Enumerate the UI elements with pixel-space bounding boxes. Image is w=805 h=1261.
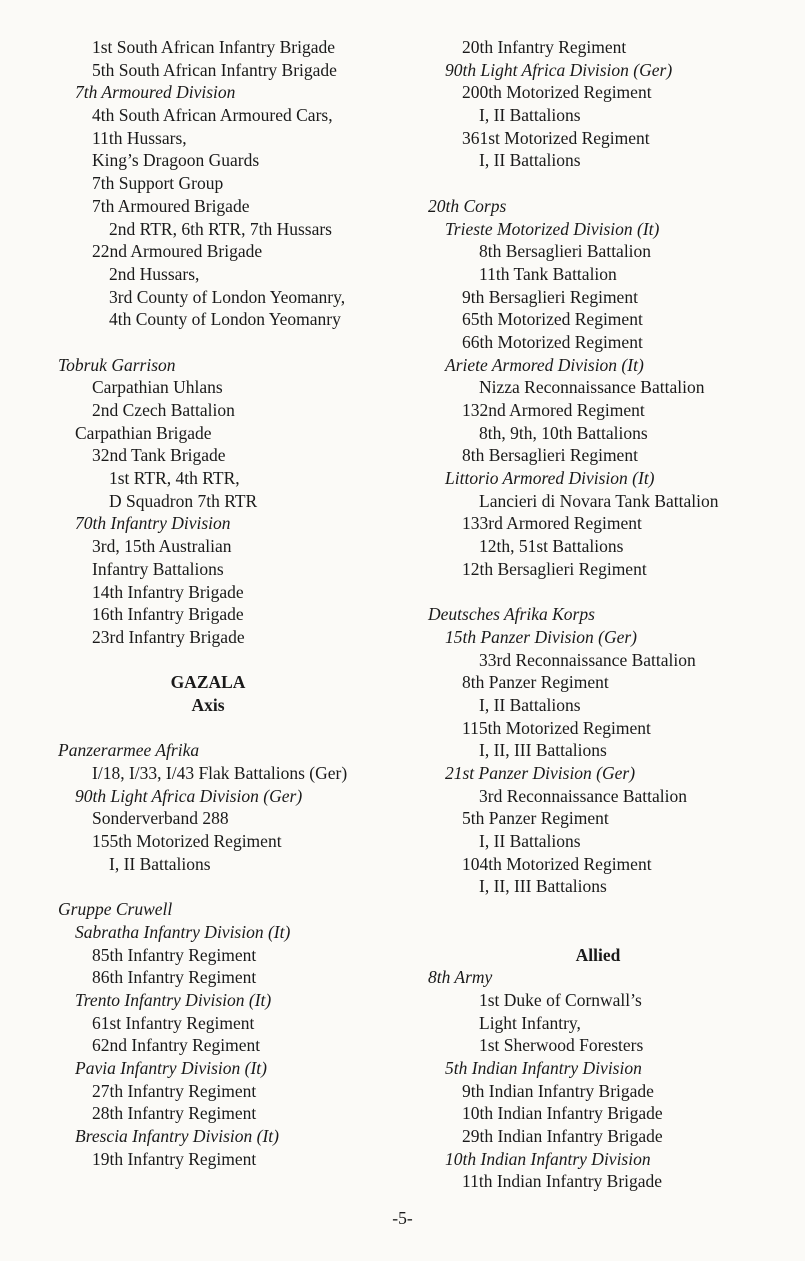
unit-line-sonderverband-288: Sonderverband 288 <box>92 808 229 829</box>
unit-line-104th-motorized-regiment: 104th Motorized Regiment <box>462 853 652 874</box>
unit-line-1st-sherwood-foresters: 1st Sherwood Foresters <box>479 1035 644 1056</box>
blank-line <box>58 331 418 354</box>
unit-line-7th-armoured-division: 7th Armoured Division <box>75 82 236 103</box>
unit-line-king-s-dragoon-guards: King’s Dragoon Guards <box>92 150 260 171</box>
section-heading-gazala: GAZALA <box>170 672 246 693</box>
unit-line-trento-infantry-division-it: Trento Infantry Division (It) <box>75 989 272 1010</box>
unit-line-4th-south-african-armoured-cars: 4th South African Armoured Cars, <box>92 105 333 126</box>
unit-line-65th-motorized-regiment: 65th Motorized Regiment <box>462 309 643 330</box>
unit-line-7th-support-group: 7th Support Group <box>92 173 224 194</box>
unit-line-1st-duke-of-cornwall-s: 1st Duke of Cornwall’s <box>479 989 642 1010</box>
unit-line-7th-armoured-brigade: 7th Armoured Brigade <box>92 195 250 216</box>
unit-line-361st-motorized-regiment: 361st Motorized Regiment <box>462 127 650 148</box>
unit-line-133rd-armored-regiment: 133rd Armored Regiment <box>462 513 642 534</box>
unit-line-10th-indian-infantry-division: 10th Indian Infantry Division <box>445 1148 651 1169</box>
unit-line-8th-panzer-regiment: 8th Panzer Regiment <box>462 672 609 693</box>
blank-line <box>428 581 798 604</box>
unit-line-i-18-i-33-i-43-flak-battalions-ger: I/18, I/33, I/43 Flak Battalions (Ger) <box>92 763 348 783</box>
unit-line-28th-infantry-regiment: 28th Infantry Regiment <box>92 1103 257 1124</box>
unit-line-3rd-reconnaissance-battalion: 3rd Reconnaissance Battalion <box>479 785 687 806</box>
unit-line-2nd-rtr-6th-rtr-7th-hussars: 2nd RTR, 6th RTR, 7th Hussars <box>109 218 332 239</box>
unit-line-lancieri-di-novara-tank-battalion: Lancieri di Novara Tank Battalion <box>479 490 719 511</box>
unit-line-20th-infantry-regiment: 20th Infantry Regiment <box>462 37 627 57</box>
unit-line-nizza-reconnaissance-battalion: Nizza Reconnaissance Battalion <box>479 377 705 398</box>
unit-line-1st-south-african-infantry-brigade: 1st South African Infantry Brigade <box>92 37 336 57</box>
unit-line-22nd-armoured-brigade: 22nd Armoured Brigade <box>92 241 263 262</box>
unit-line-61st-infantry-regiment: 61st Infantry Regiment <box>92 1012 255 1033</box>
unit-line-i-ii-battalions: I, II Battalions <box>109 853 211 874</box>
unit-line-sabratha-infantry-division-it: Sabratha Infantry Division (It) <box>75 921 291 942</box>
unit-line-carpathian-uhlans: Carpathian Uhlans <box>92 377 223 398</box>
unit-line-11th-hussars: 11th Hussars, <box>92 127 187 148</box>
unit-line-1st-rtr-4th-rtr: 1st RTR, 4th RTR, <box>109 468 240 489</box>
section-heading-allied: Allied <box>575 944 621 965</box>
unit-line-115th-motorized-regiment: 115th Motorized Regiment <box>462 717 651 738</box>
unit-line-i-ii-battalions: I, II Battalions <box>479 105 581 126</box>
unit-line-27th-infantry-regiment: 27th Infantry Regiment <box>92 1080 257 1101</box>
unit-line-21st-panzer-division-ger: 21st Panzer Division (Ger) <box>445 763 636 783</box>
unit-line-5th-south-african-infantry-brigade: 5th South African Infantry Brigade <box>92 59 337 80</box>
blank-line <box>58 717 418 740</box>
unit-line-32nd-tank-brigade: 32nd Tank Brigade <box>92 445 226 466</box>
unit-line-8th-bersaglieri-regiment: 8th Bersaglieri Regiment <box>462 445 638 466</box>
unit-line-3rd-15th-australian: 3rd, 15th Australian <box>92 536 232 557</box>
unit-line-11th-tank-battalion: 11th Tank Battalion <box>479 263 617 284</box>
unit-line-i-ii-battalions: I, II Battalions <box>479 831 581 852</box>
unit-line-light-infantry: Light Infantry, <box>479 1012 581 1033</box>
unit-line-20th-corps: 20th Corps <box>428 195 507 216</box>
blank-line <box>428 898 798 921</box>
unit-line-33rd-reconnaissance-battalion: 33rd Reconnaissance Battalion <box>479 649 696 670</box>
unit-line-i-ii-iii-battalions: I, II, III Battalions <box>479 876 607 897</box>
unit-line-ariete-armored-division-it: Ariete Armored Division (It) <box>445 354 644 375</box>
unit-line-12th-bersaglieri-regiment: 12th Bersaglieri Regiment <box>462 558 647 579</box>
unit-line-4th-county-of-london-yeomanry: 4th County of London Yeomanry <box>109 309 341 330</box>
unit-line-pavia-infantry-division-it: Pavia Infantry Division (It) <box>75 1057 267 1078</box>
unit-line-62nd-infantry-regiment: 62nd Infantry Regiment <box>92 1035 261 1056</box>
left-column <box>58 36 418 1170</box>
unit-line-11th-indian-infantry-brigade: 11th Indian Infantry Brigade <box>462 1171 663 1192</box>
unit-line-155th-motorized-regiment: 155th Motorized Regiment <box>92 831 282 852</box>
unit-line-gruppe-cruwell: Gruppe Cruwell <box>58 899 173 920</box>
unit-line-9th-indian-infantry-brigade: 9th Indian Infantry Brigade <box>462 1080 654 1101</box>
blank-line <box>58 649 418 672</box>
unit-line-5th-indian-infantry-division: 5th Indian Infantry Division <box>445 1057 642 1078</box>
unit-line-tobruk-garrison: Tobruk Garrison <box>58 354 176 375</box>
unit-line-15th-panzer-division-ger: 15th Panzer Division (Ger) <box>445 626 637 647</box>
unit-line-infantry-battalions: Infantry Battalions <box>92 558 224 579</box>
unit-line-i-ii-battalions: I, II Battalions <box>479 694 581 715</box>
unit-line-16th-infantry-brigade: 16th Infantry Brigade <box>92 604 244 625</box>
blank-line <box>58 875 418 898</box>
unit-line-86th-infantry-regiment: 86th Infantry Regiment <box>92 967 257 988</box>
unit-line-3rd-county-of-london-yeomanry: 3rd County of London Yeomanry, <box>109 286 346 307</box>
unit-line-littorio-armored-division-it: Littorio Armored Division (It) <box>445 468 655 489</box>
unit-line-5th-panzer-regiment: 5th Panzer Regiment <box>462 808 609 829</box>
unit-line-132nd-armored-regiment: 132nd Armored Regiment <box>462 400 645 420</box>
unit-line-panzerarmee-afrika: Panzerarmee Afrika <box>58 740 200 761</box>
unit-line-85th-infantry-regiment: 85th Infantry Regiment <box>92 944 257 965</box>
right-column <box>428 36 798 1193</box>
unit-line-200th-motorized-regiment: 200th Motorized Regiment <box>462 82 652 103</box>
blank-line <box>428 172 798 195</box>
unit-line-90th-light-africa-division-ger: 90th Light Africa Division (Ger) <box>445 59 673 80</box>
unit-line-trieste-motorized-division-it: Trieste Motorized Division (It) <box>445 218 660 239</box>
unit-line-70th-infantry-division: 70th Infantry Division <box>75 513 231 534</box>
unit-line-i-ii-battalions: I, II Battalions <box>479 150 581 171</box>
unit-line-8th-9th-10th-battalions: 8th, 9th, 10th Battalions <box>479 422 648 443</box>
unit-line-carpathian-brigade: Carpathian Brigade <box>75 422 212 443</box>
unit-line-deutsches-afrika-korps: Deutsches Afrika Korps <box>428 604 595 625</box>
unit-line-i-ii-iii-battalions: I, II, III Battalions <box>479 740 607 761</box>
section-heading-axis: Axis <box>191 694 225 715</box>
unit-line-19th-infantry-regiment: 19th Infantry Regiment <box>92 1148 257 1169</box>
unit-line-brescia-infantry-division-it: Brescia Infantry Division (It) <box>75 1126 279 1146</box>
unit-line-d-squadron-7th-rtr: D Squadron 7th RTR <box>109 490 258 511</box>
unit-line-23rd-infantry-brigade: 23rd Infantry Brigade <box>92 626 245 647</box>
unit-line-2nd-hussars: 2nd Hussars, <box>109 263 200 284</box>
unit-line-2nd-czech-battalion: 2nd Czech Battalion <box>92 400 235 420</box>
page-number: -5- <box>392 1208 413 1228</box>
unit-line-9th-bersaglieri-regiment: 9th Bersaglieri Regiment <box>462 286 638 307</box>
unit-line-8th-army: 8th Army <box>428 967 493 988</box>
unit-line-14th-infantry-brigade: 14th Infantry Brigade <box>92 581 244 602</box>
unit-line-8th-bersaglieri-battalion: 8th Bersaglieri Battalion <box>479 241 652 262</box>
unit-line-29th-indian-infantry-brigade: 29th Indian Infantry Brigade <box>462 1126 663 1146</box>
unit-line-12th-51st-battalions: 12th, 51st Battalions <box>479 536 624 557</box>
unit-line-66th-motorized-regiment: 66th Motorized Regiment <box>462 331 643 352</box>
blank-line <box>428 921 798 944</box>
unit-line-10th-indian-infantry-brigade: 10th Indian Infantry Brigade <box>462 1103 663 1124</box>
unit-line-90th-light-africa-division-ger: 90th Light Africa Division (Ger) <box>75 785 303 806</box>
